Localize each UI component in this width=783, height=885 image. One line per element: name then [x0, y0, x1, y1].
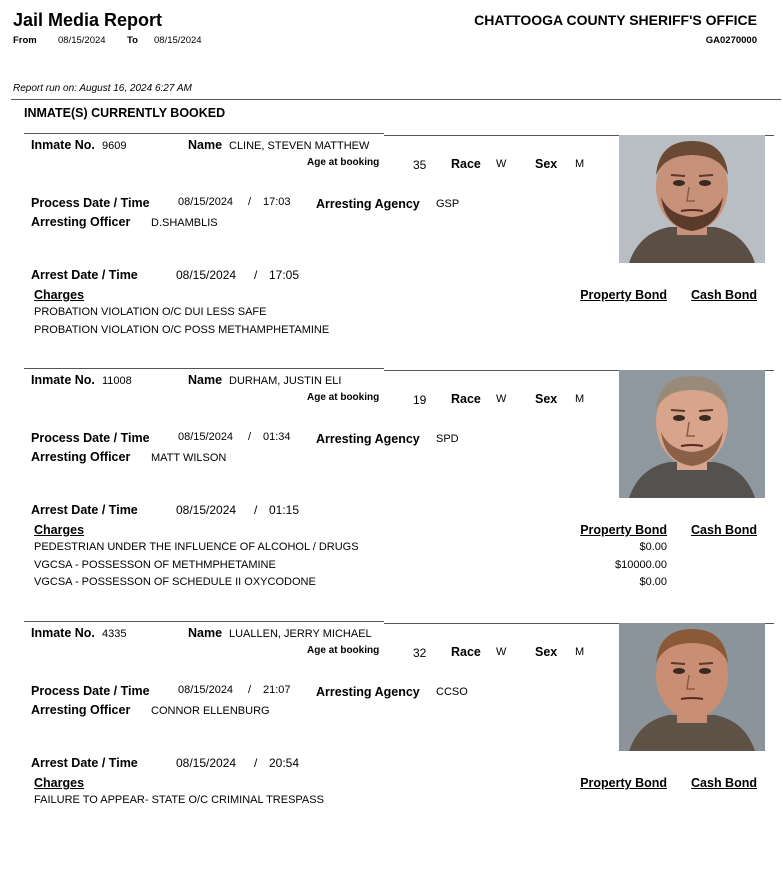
report-run-on: Report run on: August 16, 2024 6:27 AM	[13, 83, 192, 94]
mugshot-photo	[619, 623, 765, 751]
property-bond-label: Property Bond	[580, 776, 667, 790]
sex-label: Sex	[535, 645, 558, 659]
inmate-no: 9609	[102, 140, 127, 152]
age-value: 19	[413, 393, 427, 407]
property-bond-value: $10000.00	[615, 558, 667, 571]
header-divider	[11, 99, 781, 100]
inmate-no-label: Inmate No.	[31, 626, 95, 640]
property-bond-label: Property Bond	[580, 523, 667, 537]
officer-label: Arresting Officer	[31, 703, 131, 717]
mugshot-photo	[619, 370, 765, 498]
agency-value: CCSO	[436, 686, 468, 698]
race-value: W	[496, 646, 507, 658]
inmate-no-label: Inmate No.	[31, 138, 95, 152]
officer-label: Arresting Officer	[31, 450, 131, 464]
to-date: 08/15/2024	[154, 35, 202, 46]
arrest-slash: /	[254, 756, 258, 770]
property-bond-value: $0.00	[639, 576, 667, 588]
cash-bond-label: Cash Bond	[691, 288, 757, 302]
officer-value: CONNOR ELLENBURG	[151, 705, 270, 717]
officer-label: Arresting Officer	[31, 215, 131, 229]
race-value: W	[496, 158, 507, 170]
age-label: Age at booking	[307, 392, 380, 403]
arrest-slash: /	[254, 268, 258, 282]
mugshot-photo	[619, 135, 765, 263]
charge-item: FAILURE TO APPEAR- STATE O/C CRIMINAL TRESPASS	[34, 794, 324, 806]
arrest-label: Arrest Date / Time	[31, 503, 138, 517]
name-label: Name	[188, 138, 223, 152]
process-time: 17:03	[263, 196, 291, 208]
officer-value: D.SHAMBLIS	[151, 217, 218, 229]
age-label: Age at booking	[307, 157, 380, 168]
arrest-time: 01:15	[269, 503, 300, 517]
record-divider	[24, 621, 384, 622]
inmate-name: DURHAM, JUSTIN ELI	[229, 375, 342, 387]
age-label: Age at booking	[307, 645, 380, 656]
process-time: 01:34	[263, 431, 291, 443]
inmate-name: CLINE, STEVEN MATTHEW	[229, 140, 370, 152]
agency-label: Arresting Agency	[316, 197, 420, 211]
sex-value: M	[575, 393, 585, 405]
sex-label: Sex	[535, 157, 558, 171]
process-label: Process Date / Time	[31, 196, 150, 210]
process-label: Process Date / Time	[31, 431, 150, 445]
race-label: Race	[451, 645, 481, 659]
agency-label: Arresting Agency	[316, 685, 420, 699]
sex-value: M	[575, 646, 585, 658]
process-time: 21:07	[263, 684, 291, 696]
to-label: To	[127, 35, 138, 46]
process-label: Process Date / Time	[31, 684, 150, 698]
process-slash: /	[248, 196, 252, 208]
officer-value: MATT WILSON	[151, 452, 227, 464]
inmate-no: 4335	[102, 628, 127, 640]
arrest-date: 08/15/2024	[176, 503, 237, 517]
charges-label: Charges	[34, 776, 85, 790]
arrest-date: 08/15/2024	[176, 268, 237, 282]
arrest-label: Arrest Date / Time	[31, 756, 138, 770]
race-label: Race	[451, 392, 481, 406]
charge-item: VGCSA - POSSESSON OF METHMPHETAMINE	[34, 558, 276, 571]
charge-item: PROBATION VIOLATION O/C POSS METHAMPHETAMINE	[34, 323, 330, 336]
arrest-label: Arrest Date / Time	[31, 268, 138, 282]
process-date: 08/15/2024	[178, 196, 234, 208]
cash-bond-label: Cash Bond	[691, 523, 757, 537]
charge-item: VGCSA - POSSESSON OF SCHEDULE II OXYCODONE	[34, 576, 316, 588]
arrest-slash: /	[254, 503, 258, 517]
race-label: Race	[451, 157, 481, 171]
race-value: W	[496, 393, 507, 405]
office-name: CHATTOOGA COUNTY SHERIFF'S OFFICE	[474, 12, 757, 28]
ori-code: GA0270000	[705, 35, 757, 46]
agency-value: GSP	[436, 198, 460, 210]
inmate-name: LUALLEN, JERRY MICHAEL	[229, 628, 372, 640]
section-heading: INMATE(S) CURRENTLY BOOKED	[24, 106, 226, 120]
age-value: 32	[413, 646, 427, 660]
property-bond-label: Property Bond	[580, 288, 667, 302]
arrest-date: 08/15/2024	[176, 756, 237, 770]
record-divider	[24, 133, 384, 134]
sex-label: Sex	[535, 392, 558, 406]
process-date: 08/15/2024	[178, 684, 234, 696]
agency-label: Arresting Agency	[316, 432, 420, 446]
process-date: 08/15/2024	[178, 431, 234, 443]
name-label: Name	[188, 626, 223, 640]
inmate-no-label: Inmate No.	[31, 373, 95, 387]
from-date: 08/15/2024	[58, 35, 106, 46]
sex-value: M	[575, 158, 585, 170]
charges-label: Charges	[34, 523, 85, 537]
arrest-time: 20:54	[269, 756, 300, 770]
from-label: From	[13, 35, 37, 46]
cash-bond-label: Cash Bond	[691, 776, 757, 790]
property-bond-value: $0.00	[639, 541, 667, 553]
charge-item: PROBATION VIOLATION O/C DUI LESS SAFE	[34, 306, 267, 318]
age-value: 35	[413, 158, 427, 172]
charges-label: Charges	[34, 288, 85, 302]
inmate-no: 11008	[102, 375, 132, 387]
arrest-time: 17:05	[269, 268, 300, 282]
record-divider	[24, 368, 384, 369]
process-slash: /	[248, 684, 252, 696]
name-label: Name	[188, 373, 223, 387]
report-title: Jail Media Report	[13, 10, 163, 30]
charge-item: PEDESTRIAN UNDER THE INFLUENCE OF ALCOHOL / DRUGS	[34, 541, 359, 553]
process-slash: /	[248, 431, 252, 443]
agency-value: SPD	[436, 433, 459, 445]
